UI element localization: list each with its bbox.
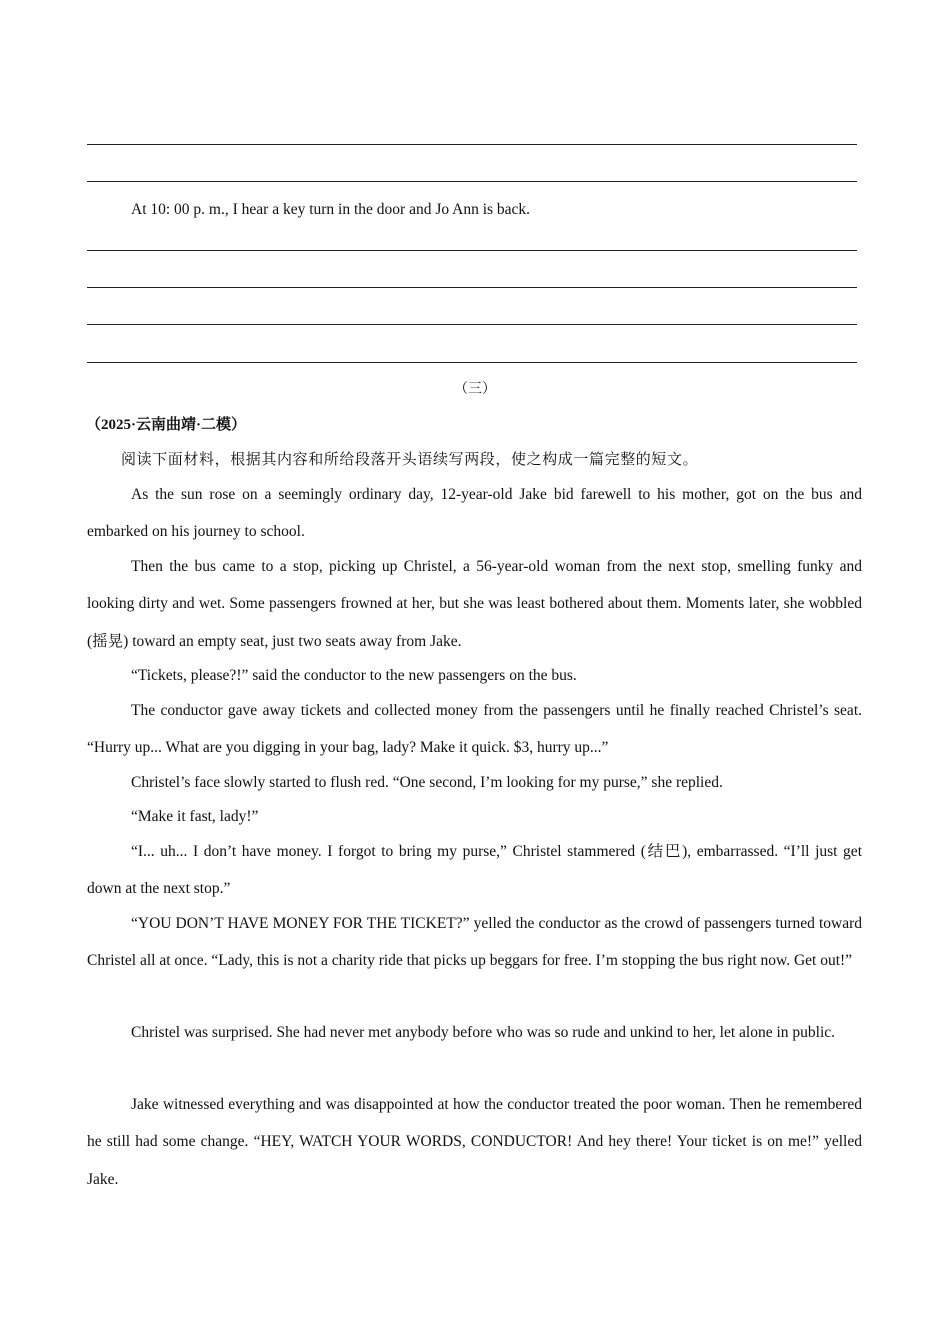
continuation-start-sentence: At 10: 00 p. m., I hear a key turn in the door and Jo Ann is back. [131, 201, 531, 218]
passage-paragraph: “YOU DON’T HAVE MONEY FOR THE TICKET?” yelled the conductor as the crowd of passengers turned toward Christel all at once. “Lady, this is not a charity ride that picks up beggars for free. I’m stopping the bus right now. Get out!” [87, 915, 862, 970]
answer-line [87, 250, 857, 251]
passage-paragraph: Christel was surprised. She had never met anybody before who was so rude and unkind to her, let alone in public. [131, 1024, 836, 1041]
question-source: （2025·云南曲靖·二模） [86, 417, 247, 433]
passage-paragraph: “Tickets, please?!” said the conductor to the new passengers on the bus. [131, 667, 577, 684]
answer-line [87, 362, 857, 363]
answer-line [87, 287, 857, 288]
passage-paragraph: “Make it fast, lady!” [131, 808, 259, 825]
answer-line [87, 144, 857, 145]
task-instruction: 阅读下面材料，根据其内容和所给段落开头语续写两段，使之构成一篇完整的短文。 [121, 452, 699, 468]
passage-paragraph: As the sun rose on a seemingly ordinary day, 12-year-old Jake bid farewell to his mother, got on the bus and embarked on his journey to school. [87, 486, 862, 541]
passage-paragraph: Then the bus came to a stop, picking up Christel, a 56-year-old woman from the next stop, smelling funky and looking dirty and wet. Some passengers frowned at her, but she was least bothered about them. Moments later, she wobbled (摇晃) toward an empty seat, just two seats away from Jake. [87, 558, 862, 650]
passage-paragraph: “I... uh... I don’t have money. I forgot to bring my purse,” Christel stammered (结巴), embarrassed. “I’ll just get down at the next stop.” [87, 843, 862, 898]
answer-line [87, 181, 857, 182]
section-number: （三） [454, 382, 496, 397]
passage-paragraph: Christel’s face slowly started to flush red. “One second, I’m looking for my purse,” she replied. [131, 774, 723, 791]
answer-line [87, 324, 857, 325]
passage-paragraph: Jake witnessed everything and was disappointed at how the conductor treated the poor woman. Then he remembered he still had some change. “HEY, WATCH YOUR WORDS, CONDUCTOR! And hey there! Your ticket is on me!” yelled Jake. [87, 1096, 862, 1188]
passage-paragraph: The conductor gave away tickets and collected money from the passengers until he finally reached Christel’s seat. “Hurry up... What are you digging in your bag, lady? Make it quick. $3, hurry up...” [87, 702, 862, 757]
